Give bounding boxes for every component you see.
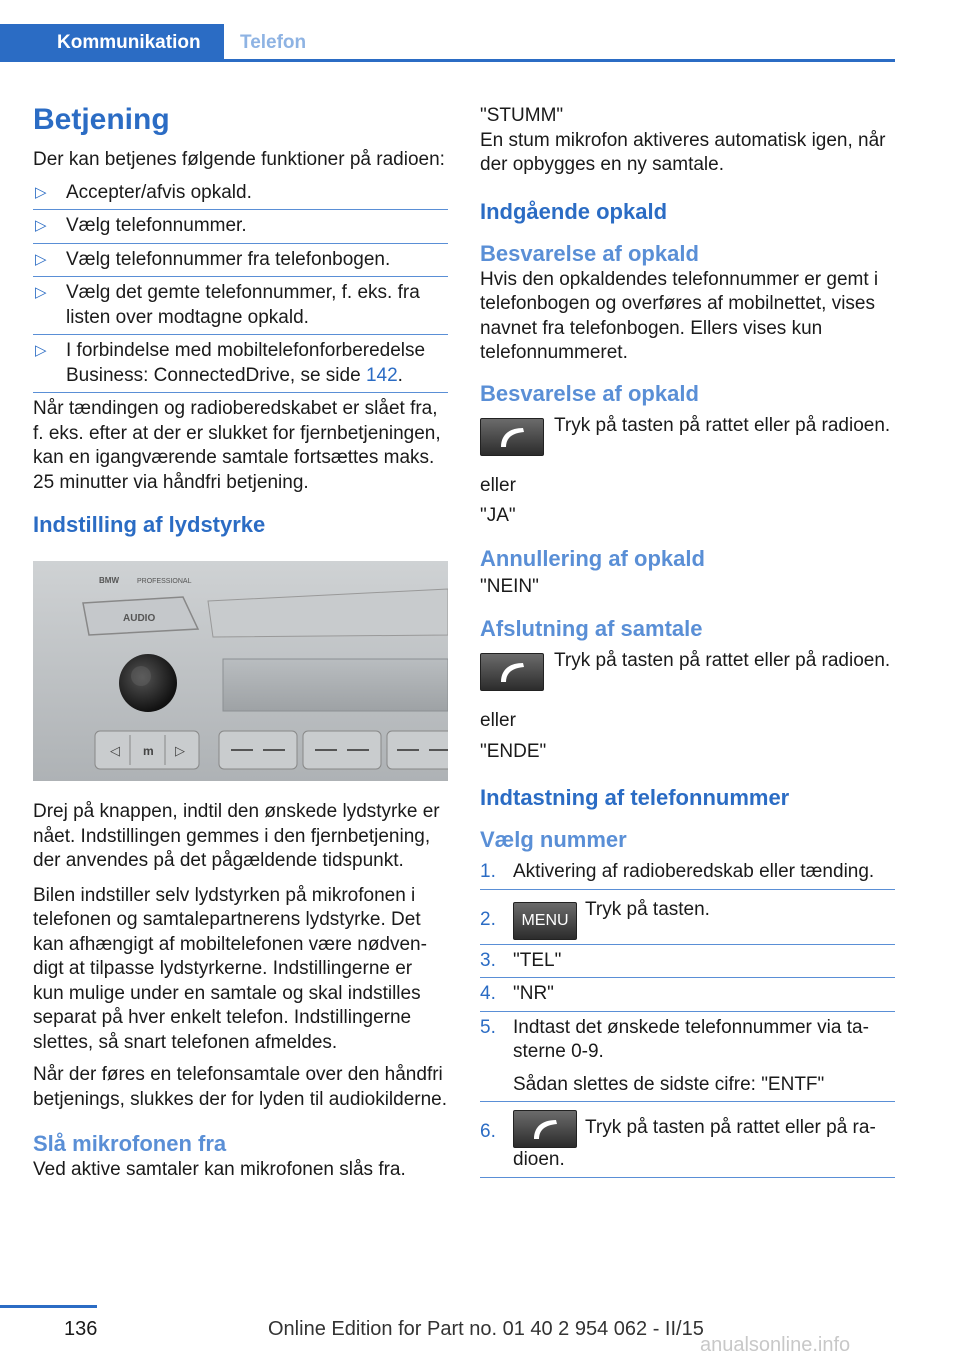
radio-panel-image <box>33 561 448 781</box>
radio-model: PROFESSIONAL <box>137 578 192 585</box>
press-wheel-text: Tryk på tasten på rattet eller på radioen. <box>554 414 891 436</box>
press-wheel-text-2: Tryk på tasten på rattet eller på radioen. <box>554 650 891 671</box>
mute-text: Ved aktive samtaler kan mikrofonen slås fra. <box>33 1159 406 1180</box>
m-label: m <box>143 744 154 758</box>
handsfree-text: Når der føres en telefonsamtale over den håndfri betjenings, slukkes der for lyden til audiokilderne. <box>33 1064 448 1110</box>
page-link-142[interactable]: 142 <box>365 364 398 386</box>
stumm-command: "STUMM" <box>480 105 564 126</box>
left-column <box>33 100 448 1183</box>
right-column <box>480 104 895 1182</box>
intro-text: Der kan betjenes følgende funktioner på radioen: <box>33 149 445 170</box>
auto-volume-text: Bilen indstiller selv lydstyrken på mikrofonen i telefonen og samtalepartnerens lydstyrke. Det kan afhængigt af mobiltelefonen være nødvendigt at tilpasse lydstyrkerne. Indstillingerne er kun mulige under en samtale og skal indstilles separat på hver enkelt telefon. Indstillingerne slettes, så snart telefonen afmeldes. <box>33 884 427 1053</box>
list-item: 4. "NR" <box>480 982 895 1007</box>
dial-steps <box>480 860 895 1173</box>
page-number: 136 <box>64 1318 98 1340</box>
answer-instruction <box>480 414 895 456</box>
phone-button-icon <box>480 653 544 691</box>
function-list <box>33 181 448 389</box>
list-item: 6. Tryk på tasten på rattet eller på radioen. <box>480 1106 895 1173</box>
heading-answer-1: Besvarelse af opkald <box>480 240 699 266</box>
footer-divider <box>0 1305 97 1308</box>
list-item: 3. "TEL" <box>480 949 895 974</box>
or-text-2: eller <box>480 710 516 731</box>
phone-button-icon <box>480 418 544 456</box>
triangle-bullet-icon: ▷ <box>35 217 47 234</box>
heading-answer-2: Besvarelse af opkald <box>480 380 699 406</box>
ja-command: "JA" <box>480 505 516 526</box>
ignition-text: Når tændingen og radioberedskabet er slået fra, f. eks. efter at der er slukket for fjernbetjeningen, kan en igangværende samtale fortsættes maks. 25 minutter via håndfri betjening. <box>33 398 441 493</box>
tab-kommunikation[interactable]: Kommunikation <box>0 24 224 62</box>
triangle-bullet-icon: ▷ <box>35 284 47 301</box>
triangle-bullet-icon: ▷ <box>35 342 47 359</box>
header-bar <box>0 24 895 62</box>
next-arrow-icon: ▷ <box>175 744 185 759</box>
section-title-betjening: Betjening <box>33 103 170 136</box>
list-item: 2. MENU Tryk på tasten. <box>480 894 895 940</box>
prev-arrow-icon: ◁ <box>110 744 120 759</box>
edition-text: Online Edition for Part no. 01 40 2 954 062 - II/15 <box>268 1318 704 1340</box>
radio-brand: BMW <box>99 576 119 585</box>
tab-telefon[interactable]: Telefon <box>240 32 307 53</box>
list-item: ▷ Vælg telefonnummer. <box>33 214 448 239</box>
list-item: ▷ Accepter/afvis opkald. <box>33 181 448 206</box>
or-text-1: eller <box>480 474 516 496</box>
triangle-bullet-icon: ▷ <box>35 250 47 268</box>
list-item: ▷ Vælg det gemte telefonnummer, f. eks. fra listen over modtagne opkald. <box>33 281 448 330</box>
list-item: ▷ Vælg telefonnummer fra telefonbogen. <box>33 248 448 273</box>
watermark: anualsonline.info <box>700 1334 851 1356</box>
heading-cancel: Annullering af opkald <box>480 545 705 571</box>
list-item: 5. Indtast det ønskede telefonnummer via tasterne 0-9. Sådan slettes de sidste cifre: "ENTF" <box>480 1016 895 1098</box>
stumm-text: En stum mikrofon aktiveres automatisk igen, når der opbygges en ny samtale. <box>480 129 886 175</box>
list-item: ▷ I forbindelse med mobiltelefonforberedelse Business: ConnectedDrive, se side 142. <box>33 339 448 388</box>
header-divider <box>0 59 895 62</box>
phone-button-icon <box>513 1110 577 1148</box>
nein-command: "NEIN" <box>480 575 539 597</box>
audio-label: AUDIO <box>123 613 156 624</box>
end-instruction <box>480 649 895 691</box>
heading-select-number: Vælg nummer <box>480 827 627 852</box>
heading-volume: Indstilling af lydstyrke <box>33 512 266 537</box>
menu-button-icon: MENU <box>513 902 577 940</box>
heading-end-call: Afslutning af samtale <box>480 616 703 641</box>
answer-text: Hvis den opkaldendes telefonnummer er gemt i telefonbogen og overføres af mobilnettet, vises navnet fra telefonbogen. Ellers vises kun telefonnummeret. <box>480 268 879 363</box>
triangle-bullet-icon: ▷ <box>35 183 47 201</box>
list-item: 1. Aktivering af radioberedskab eller tænding. <box>480 860 895 885</box>
heading-dial: Indtastning af telefonnummer <box>480 785 790 810</box>
turn-knob-text: Drej på knappen, indtil den ønskede lydstyrke er nået. Indstillingen gemmes i den fjernbetjening, der anvendes på det pågældende tidspunkt. <box>33 801 440 871</box>
heading-mute: Slå mikrofonen fra <box>33 1131 227 1156</box>
ende-command: "ENDE" <box>480 740 547 762</box>
heading-incoming: Indgående opkald <box>480 198 668 224</box>
